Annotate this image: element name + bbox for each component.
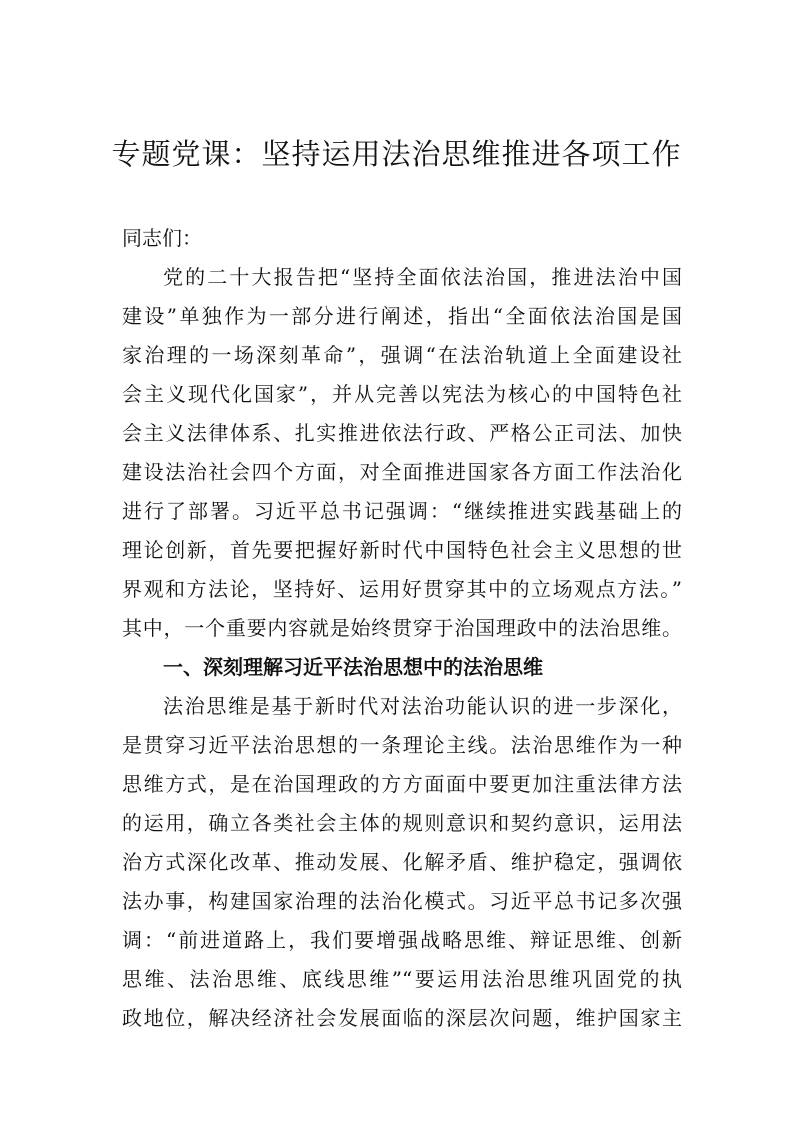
paragraph-line: 家治理的一场深刻革命”，强调“在法治轨道上全面建设社 [122, 343, 682, 367]
paragraph-line: 其中，一个重要内容就是始终贯穿于治国理政中的法治思维。 [122, 616, 682, 640]
paragraph-line: 界观和方法论，坚持好、运用好贯穿其中的立场观点方法。” [122, 577, 682, 601]
paragraph-line: 会主义法律体系、扎实推进依法行政、严格公正司法、加快 [122, 421, 682, 445]
paragraph-line: 建设法治社会四个方面，对全面推进国家各方面工作法治化 [122, 460, 682, 484]
paragraph-line: 会主义现代化国家”，并从完善以宪法为核心的中国特色社 [122, 382, 682, 406]
paragraph-line: 思维、法治思维、底线思维”“要运用法治思维巩固党的执 [122, 967, 682, 991]
paragraph-line: 党的二十大报告把“坚持全面依法治国，推进法治中国 [163, 265, 682, 289]
paragraph-line: 政地位，解决经济社会发展面临的深层次问题，维护国家主 [122, 1006, 682, 1030]
paragraph-line: 思维方式，是在治国理政的方方面面中要更加注重法律方法 [122, 772, 682, 796]
paragraph-line: 调：“前进道路上，我们要增强战略思维、辩证思维、创新 [122, 928, 682, 952]
paragraph-line: 进行了部署。习近平总书记强调：“继续推进实践基础上的 [122, 499, 682, 523]
paragraph-line: 是贯穿习近平法治思想的一条理论主线。法治思维作为一种 [122, 733, 682, 757]
paragraph-line: 建设”单独作为一部分进行阐述，指出“全面依法治国是国 [122, 304, 682, 328]
paragraph-line: 理论创新，首先要把握好新时代中国特色社会主义思想的世 [122, 538, 682, 562]
paragraph-line: 治方式深化改革、推动发展、化解矛盾、维护稳定，强调依 [122, 850, 682, 874]
section-heading: 一、深刻理解习近平法治思想中的法治思维 [163, 655, 543, 679]
paragraph-line: 法治思维是基于新时代对法治功能认识的进一步深化， [163, 694, 682, 718]
paragraph-line: 的运用，确立各类社会主体的规则意识和契约意识，运用法 [122, 811, 682, 835]
document-title: 专题党课：坚持运用法治思维推进各项工作 [111, 137, 682, 171]
paragraph-line: 同志们： [122, 226, 202, 250]
document-body [122, 219, 682, 1038]
paragraph-line: 法办事，构建国家治理的法治化模式。习近平总书记多次强 [122, 889, 682, 913]
